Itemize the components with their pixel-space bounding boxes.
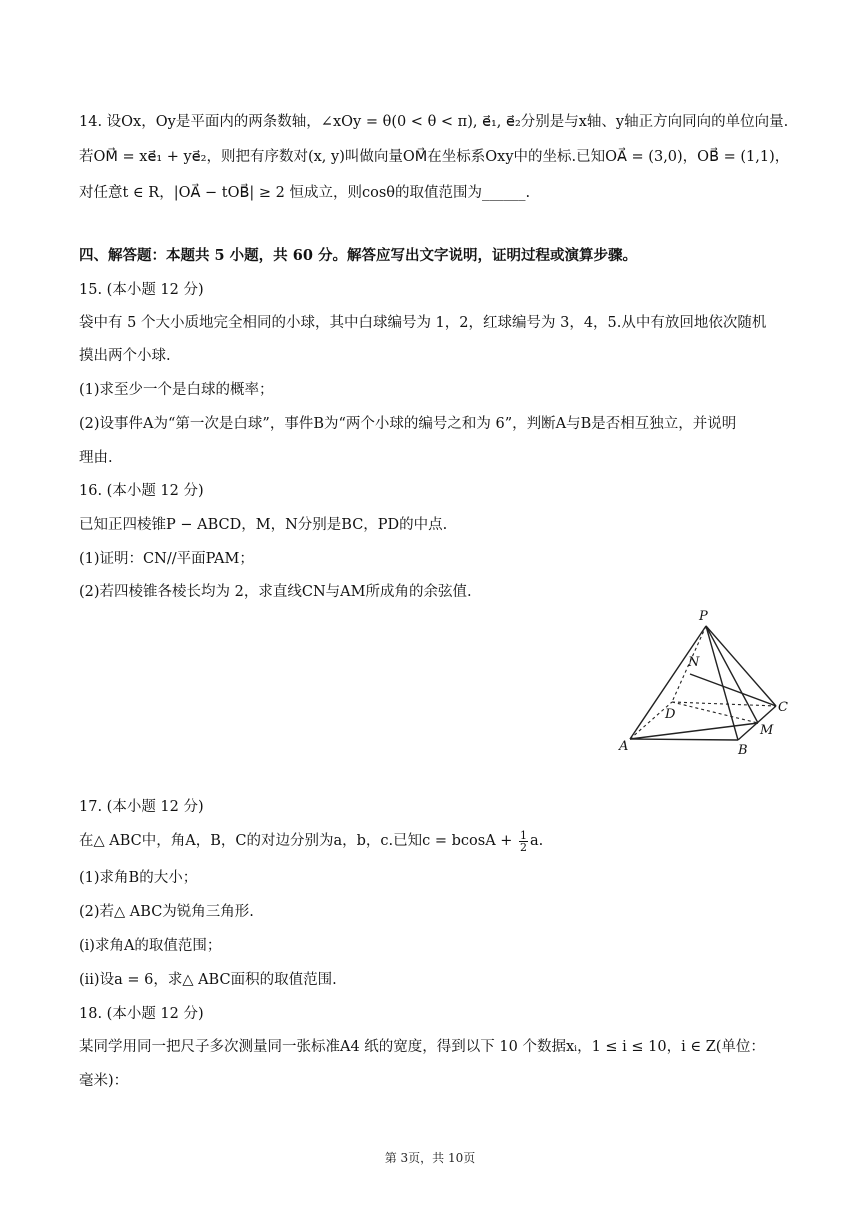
q15-line-1: 袋中有 5 个大小质地完全相同的小球，其中白球编号为 1，2，红球编号为 3，4，5.从中有放回地依次随机	[79, 315, 767, 331]
q17-line-1-post: a.	[530, 833, 544, 849]
q17-sub-2: (ii)设a = 6，求△ ABC面积的取值范围.	[79, 972, 337, 988]
q17-line-1	[79, 829, 800, 853]
fraction-denominator: 2	[520, 840, 528, 854]
fraction-one-half	[519, 830, 528, 853]
q18-line-1: 某同学用同一把尺子多次测量同一张标准A4 纸的宽度，得到以下 10 个数据xᵢ，1 ≤ i ≤ 10，i ∈ Z(单位：	[79, 1039, 765, 1055]
q18-title: 18. (本小题 12 分)	[79, 1006, 204, 1022]
q15-part-2-line-1: (2)设事件A为“第一次是白球”，事件B为“两个小球的编号之和为 6”，判断A与B是否相互独立，并说明	[79, 416, 737, 432]
label-p: P	[699, 609, 708, 624]
q15-title: 15. (本小题 12 分)	[79, 282, 204, 298]
label-m: M	[760, 723, 774, 738]
q16-line-1: 已知正四棱锥P − ABCD，M，N分别是BC，PD的中点.	[79, 517, 448, 533]
q17-title: 17. (本小题 12 分)	[79, 799, 204, 815]
q16-part-2: (2)若四棱锥各棱长均为 2，求直线CN与AM所成角的余弦值.	[79, 584, 472, 600]
q14-line-3: 对任意t ∈ R，|OA⃗ − tOB⃗| ≥ 2 恒成立，则cosθ的取值范围为______.	[79, 185, 531, 201]
pyramid-figure	[610, 604, 810, 760]
q15-line-2: 摸出两个小球.	[79, 348, 171, 364]
fraction-numerator: 1	[520, 828, 528, 842]
q17-part-2: (2)若△ ABC为锐角三角形.	[79, 904, 254, 920]
label-c: C	[778, 700, 788, 715]
q17-part-1: (1)求角B的大小；	[79, 870, 198, 886]
page-footer: 第 3页，共 10页	[384, 1151, 476, 1165]
q17-line-1-pre: 在△ ABC中，角A，B，C的对边分别为a，b，c.已知c = bcosA +	[79, 833, 518, 849]
q15-part-1: (1)求至少一个是白球的概率；	[79, 382, 274, 398]
q14-line-2: 若OM⃗ = xe⃗₁ + ye⃗₂，则把有序数对(x, y)叫做向量OM⃗在坐标系Oxy中的坐标.已知OA⃗ = (3,0)，OB⃗ = (1,1)，	[79, 149, 790, 165]
q16-title: 16. (本小题 12 分)	[79, 483, 204, 499]
section-4-heading: 四、解答题：本题共 5 小题，共 60 分。解答应写出文字说明，证明过程或演算步骤。	[79, 247, 637, 264]
label-n: N	[688, 655, 700, 670]
q15-part-2-line-2: 理由.	[79, 450, 113, 466]
label-d: D	[665, 707, 676, 722]
q17-sub-1: (i)求角A的取值范围；	[79, 938, 222, 954]
q14-line-1: 14. 设Ox，Oy是平面内的两条数轴，∠xOy = θ(0 < θ < π), e⃗₁, e⃗₂分别是与x轴、y轴正方向同向的单位向量.	[79, 114, 789, 130]
q16-part-1: (1)证明：CN//平面PAM；	[79, 551, 254, 567]
label-a: A	[619, 739, 629, 754]
q18-line-2: 毫米)：	[79, 1073, 129, 1089]
label-b: B	[738, 743, 748, 758]
